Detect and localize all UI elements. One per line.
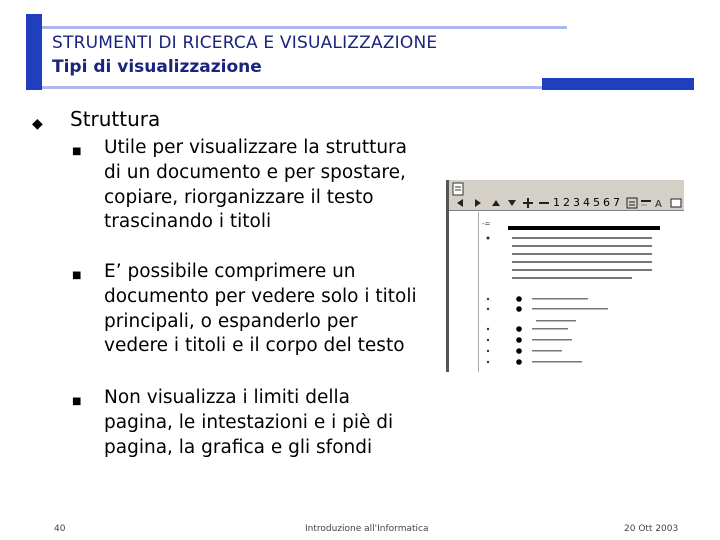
slide-title: STRUMENTI DI RICERCA E VISUALIZZAZIONE xyxy=(52,33,438,53)
style-label-marker xyxy=(487,350,489,352)
header-top-rule xyxy=(42,26,567,29)
expand-icon[interactable] xyxy=(521,196,535,210)
slide-subtitle: Tipi di visualizzazione xyxy=(52,57,262,77)
style-label-marker xyxy=(487,361,489,363)
collapse-icon[interactable] xyxy=(537,196,551,210)
page-number: 40 xyxy=(54,524,66,534)
level-7-button[interactable]: 7 xyxy=(613,196,620,209)
style-label-marker xyxy=(487,339,489,341)
level-6-button[interactable]: 6 xyxy=(603,196,610,209)
master-document-icon[interactable] xyxy=(669,196,683,210)
arrow-left-icon[interactable] xyxy=(453,196,467,210)
outline-text-line xyxy=(512,253,652,255)
outline-text-line xyxy=(532,328,568,330)
sub-bullet-1: Utile per visualizzare la struttura di un documento e per spostare, copiare, riorganizzare il testo trascinando i titoli xyxy=(104,137,407,233)
level-4-button[interactable]: 4 xyxy=(583,196,590,209)
sub-bullet-2: E’ possibile comprimere un documento per vedere solo i titoli principali, o espanderlo per vedere i titoli e il corpo del testo xyxy=(104,261,417,357)
outline-text-line xyxy=(512,261,652,263)
square-bullet-icon: ■ xyxy=(72,146,82,157)
diamond-bullet-icon: ◆ xyxy=(32,116,43,132)
outline-text-line xyxy=(532,350,562,352)
sub-bullet-3: Non visualizza i limiti della pagina, le intestazioni e i piè di pagina, la grafica e gli sfondi xyxy=(104,387,394,458)
header-bottom-rule xyxy=(42,86,542,89)
svg-text:A: A xyxy=(655,199,662,210)
document-icon xyxy=(451,182,465,196)
arrow-down-icon[interactable] xyxy=(505,196,519,210)
outline-bullet xyxy=(516,337,522,343)
square-bullet-icon: ■ xyxy=(72,270,82,281)
style-label: -= xyxy=(482,220,491,228)
outline-text-line xyxy=(512,277,632,279)
style-label-marker xyxy=(487,237,490,240)
outline-text-line xyxy=(532,308,608,310)
outline-text-line xyxy=(532,361,582,363)
outline-text-line xyxy=(532,339,572,341)
outline-bullet xyxy=(516,348,522,354)
outline-heading-bar xyxy=(508,226,660,230)
outline-bullet xyxy=(516,359,522,365)
outline-text-line xyxy=(512,269,652,271)
show-all-icon[interactable] xyxy=(625,196,639,210)
level-5-button[interactable]: 5 xyxy=(593,196,600,209)
level-1-button[interactable]: 1 xyxy=(553,196,560,209)
style-label-marker xyxy=(487,298,489,300)
arrow-right-icon[interactable] xyxy=(471,196,485,210)
outline-document-content xyxy=(446,210,684,372)
level-3-button[interactable]: 3 xyxy=(573,196,580,209)
outline-text-line xyxy=(512,237,652,239)
style-label-marker xyxy=(487,328,489,330)
outline-text-line xyxy=(536,320,576,322)
outline-bullet xyxy=(516,296,522,302)
outline-bullet xyxy=(516,326,522,332)
show-first-line-icon[interactable] xyxy=(639,196,653,210)
footer-course: Introduzione all'Informatica xyxy=(305,524,429,534)
arrow-up-icon[interactable] xyxy=(489,196,503,210)
outline-toolbar xyxy=(449,180,684,211)
outline-bullet xyxy=(516,306,522,312)
bullet-heading: Struttura xyxy=(70,107,161,131)
square-bullet-icon: ■ xyxy=(72,396,82,407)
footer-date: 20 Ott 2003 xyxy=(624,524,679,534)
outline-text-line xyxy=(512,245,652,247)
header-corner-bar xyxy=(542,78,694,90)
style-label-marker xyxy=(487,308,489,310)
header-accent-bar xyxy=(26,14,42,90)
show-formatting-icon[interactable] xyxy=(653,196,667,210)
outline-text-line xyxy=(532,298,588,300)
level-2-button[interactable]: 2 xyxy=(563,196,570,209)
